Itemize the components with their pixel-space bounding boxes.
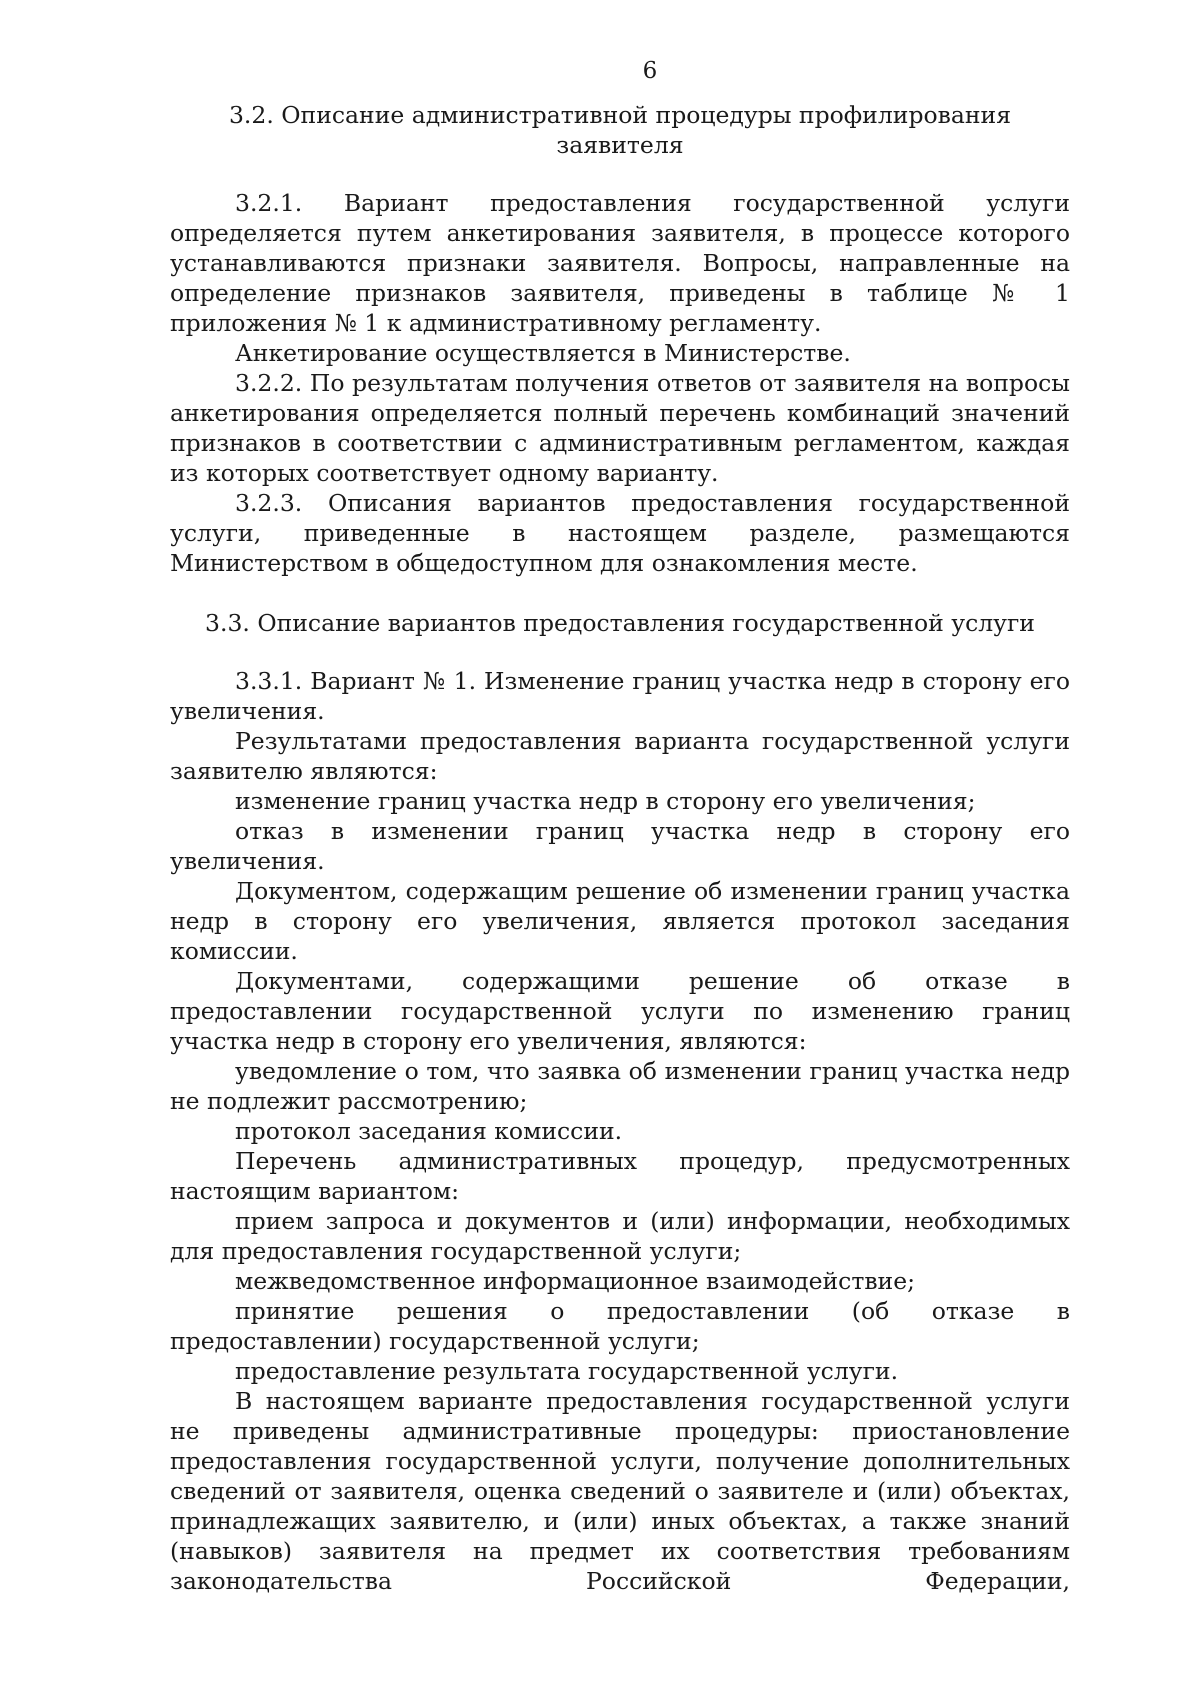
paragraph: принятие решения о предоставлении (об отказе в предоставлении) государственной услуги; (170, 1297, 1070, 1355)
paragraph: 3.3.1. Вариант № 1. Изменение границ участка недр в сторону его увеличения. (170, 667, 1070, 725)
page-number: 6 (642, 58, 658, 84)
paragraph: протокол заседания комиссии. (235, 1117, 623, 1145)
paragraph: В настоящем варианте предоставления государственной услуги не приведены административные процедуры: приостановление предоставления государственной услуги, получение дополнительных сведений от заявителя, оценка сведений о заявителе и (или) объектах, принадлежащих заявителю, и (или) иных объектах, а также знаний (навыков) заявителя на предмет их соответствия требованиям законодательства Российской Федерации, (170, 1387, 1070, 1595)
paragraph: 3.2.2. По результатам получения ответов от заявителя на вопросы анкетирования определяется полный перечень комбинаций значений признаков в соответствии с административным регламентом, каждая из которых соответствует одному варианту. (170, 369, 1070, 487)
paragraph: уведомление о том, что заявка об изменении границ участка недр не подлежит рассмотрению; (170, 1057, 1070, 1115)
paragraph: отказ в изменении границ участка недр в сторону его увеличения. (170, 817, 1070, 875)
paragraph: межведомственное информационное взаимодействие; (235, 1267, 916, 1295)
paragraph: Результатами предоставления варианта государственной услуги заявителю являются: (170, 727, 1070, 785)
paragraph: 3.2.3. Описания вариантов предоставления государственной услуги, приведенные в настоящем разделе, размещаются Министерством в общедоступном для ознакомления месте. (170, 489, 1070, 577)
section-3-3-heading: 3.3. Описание вариантов предоставления государственной услуги (205, 609, 1035, 637)
paragraph: Анкетирование осуществляется в Министерстве. (235, 339, 851, 367)
paragraph: Документом, содержащим решение об изменении границ участка недр в сторону его увеличения, является протокол заседания комиссии. (170, 877, 1070, 965)
paragraph: изменение границ участка недр в сторону его увеличения; (235, 787, 976, 815)
paragraph: 3.2.1. Вариант предоставления государственной услуги определяется путем анкетирования заявителя, в процессе которого устанавливаются признаки заявителя. Вопросы, направленные на определение признаков заявителя, приведены в таблице № 1 приложения № 1 к административному регламенту. (170, 189, 1070, 337)
section-3-2-heading: 3.2. Описание административной процедуры профилирования заявителя (228, 101, 1012, 159)
paragraph: Перечень административных процедур, предусмотренных настоящим вариантом: (170, 1147, 1070, 1205)
paragraph: Документами, содержащими решение об отказе в предоставлении государственной услуги по изменению границ участка недр в сторону его увеличения, являются: (170, 967, 1070, 1055)
paragraph: предоставление результата государственной услуги. (235, 1357, 899, 1385)
document-body (170, 100, 1070, 1596)
paragraph: прием запроса и документов и (или) информации, необходимых для предоставления государственной услуги; (170, 1207, 1070, 1265)
